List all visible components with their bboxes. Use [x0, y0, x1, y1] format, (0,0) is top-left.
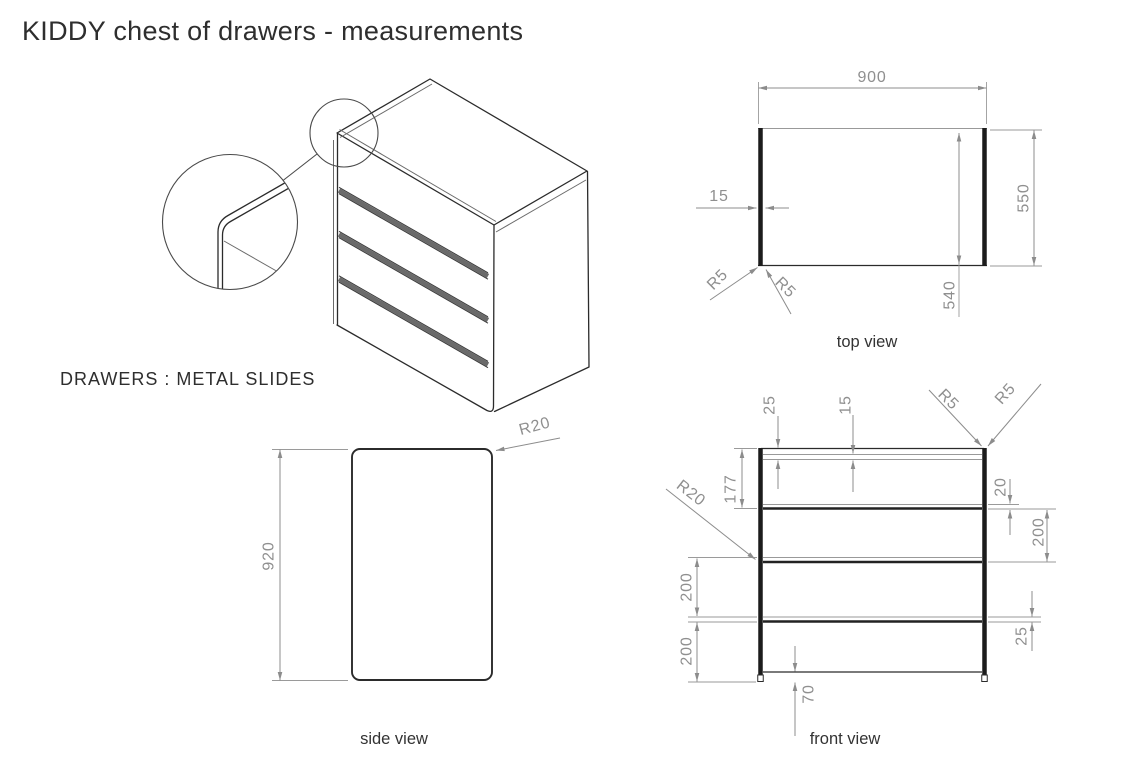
side-view-label: side view [360, 730, 428, 748]
dim-front-top-thickness: 15 [837, 395, 855, 415]
dim-front-pitch-left-2: 200 [678, 636, 696, 666]
drawers-note: DRAWERS : METAL SLIDES [60, 369, 316, 389]
dim-front-top-gap: 25 [761, 395, 779, 415]
dim-top-radius-back: R5 [771, 274, 799, 302]
dim-top-radius-front: R5 [704, 266, 732, 294]
iso-top-face [337, 79, 587, 225]
dim-front-radius-left: R5 [934, 386, 962, 414]
dim-top-inner-depth: 540 [941, 280, 959, 310]
dim-top-depth: 550 [1015, 183, 1033, 213]
corner-detail-drawing [218, 177, 297, 293]
isometric-view [163, 79, 590, 412]
iso-top-thickness-line [496, 180, 586, 232]
top-view [696, 69, 1042, 351]
side-view [261, 414, 560, 748]
iso-front-face [337, 225, 494, 411]
detail-connector-line [283, 154, 317, 181]
dim-front-plinth: 70 [800, 684, 818, 704]
detail-callout-circle [310, 99, 378, 167]
dim-side-corner-radius: R20 [517, 414, 553, 439]
front-left-panel-foot [758, 675, 764, 682]
dim-top-width: 900 [857, 69, 887, 86]
top-view-label: top view [836, 333, 898, 351]
dim-front-drawer-gap: 20 [992, 477, 1010, 497]
page-title: KIDDY chest of drawers - measurements [22, 16, 524, 46]
iso-drawer-gaps [339, 187, 488, 367]
dim-side-height: 920 [260, 541, 278, 571]
iso-top-edge-round [340, 84, 432, 138]
front-view [666, 380, 1056, 748]
front-right-panel-foot [982, 675, 988, 682]
dim-top-panel-thickness: 15 [709, 188, 729, 205]
side-view-panel [352, 449, 492, 680]
dim-front-radius-right: R5 [991, 380, 1020, 408]
dim-front-pitch-left-1: 200 [678, 572, 696, 602]
dim-front-bottom-gap: 25 [1013, 626, 1031, 646]
front-view-label: front view [809, 730, 881, 748]
dim-front-pitch-right: 200 [1030, 517, 1048, 547]
dim-front-first-drawer: 177 [722, 474, 740, 504]
iso-side-face [495, 172, 590, 412]
dim-front-panel-radius: R20 [673, 476, 709, 510]
